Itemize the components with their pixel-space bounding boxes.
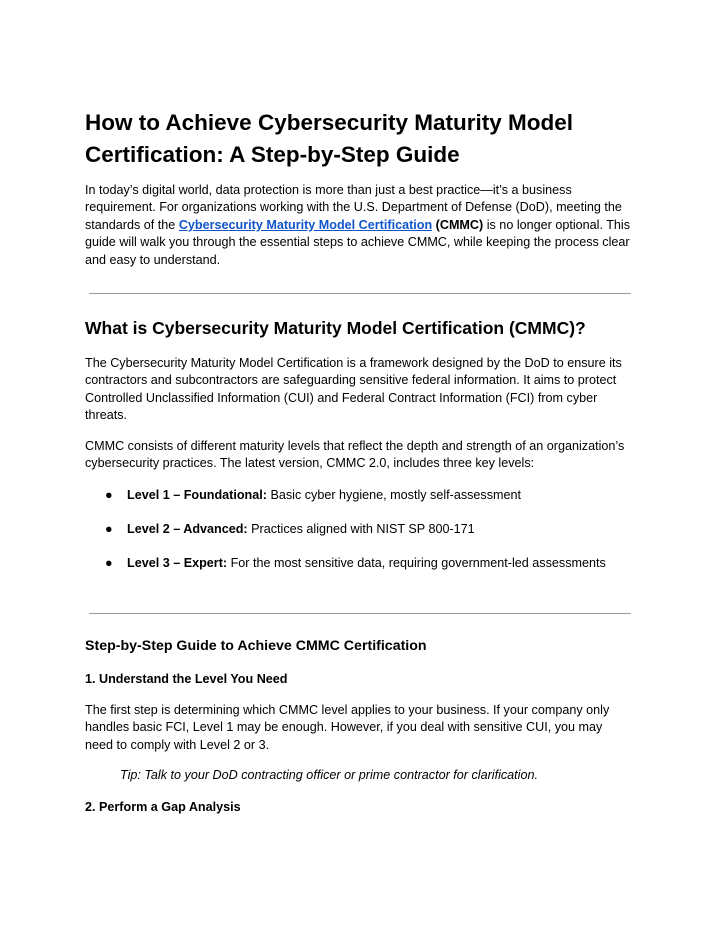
intro-bold-acronym: (CMMC) [432, 217, 484, 232]
level-item-text [127, 487, 521, 504]
step1-paragraph: The first step is determining which CMMC level applies to your business. If your company only handles basic FCI, Level 1 may be enough. However, if you deal with sensitive CUI, you may need to comply with Level 2 or 3. [85, 703, 610, 752]
intro-text-after: is no longer optional. This guide will walk you through the essential steps to achieve CMMC, while keeping the process clear and easy to understand. [85, 217, 631, 267]
intro-paragraph [85, 182, 633, 269]
level-label: Level 1 – Foundational: [127, 488, 267, 502]
section-divider-1 [89, 293, 631, 294]
section1-paragraph-1: The Cybersecurity Maturity Model Certification is a framework designed by the DoD to ensure its contractors and subcontractors are safeguarding sensitive federal information. It aims to protect Controlled Unclassified Information (CUI) and Federal Contract Information (FCI) from cyber threats. [85, 356, 622, 423]
section1-paragraph-2: CMMC consists of different maturity levels that reflect the depth and strength of an organization’s cybersecurity practices. The latest version, CMMC 2.0, includes three key levels: [85, 439, 625, 471]
level-item-text [127, 521, 475, 538]
intro-text-before-link: In today’s digital world, data protection is more than just a best practice—it’s a business requirement. For organizations working with the U.S. Department of Defense (DoD), meeting the standards of the [85, 183, 622, 232]
level-description: Practices aligned with NIST SP 800-171 [247, 522, 475, 536]
bullet-icon: ● [105, 556, 113, 570]
step1-tip: Tip: Talk to your DoD contracting officer or prime contractor for clarification. [120, 768, 538, 782]
level-item-text [127, 555, 606, 572]
bullet-icon: ● [105, 488, 113, 502]
level-label: Level 2 – Advanced: [127, 522, 248, 536]
level-description: For the most sensitive data, requiring government-led assessments [227, 556, 606, 570]
step2-heading: 2. Perform a Gap Analysis [85, 800, 241, 814]
section2-heading: Step-by-Step Guide to Achieve CMMC Certification [85, 638, 427, 654]
cmmc-link[interactable]: Cybersecurity Maturity Model Certification [178, 217, 433, 232]
step1-heading: 1. Understand the Level You Need [85, 672, 288, 686]
document-title: How to Achieve Cybersecurity Maturity Model Certification: A Step-by-Step Guide [85, 110, 574, 167]
level-description: Basic cyber hygiene, mostly self-assessment [266, 488, 522, 502]
section-divider-2 [89, 613, 631, 614]
bullet-icon: ● [105, 522, 113, 536]
section1-heading: What is Cybersecurity Maturity Model Certification (CMMC)? [85, 318, 586, 338]
level-label: Level 3 – Expert: [127, 556, 228, 570]
